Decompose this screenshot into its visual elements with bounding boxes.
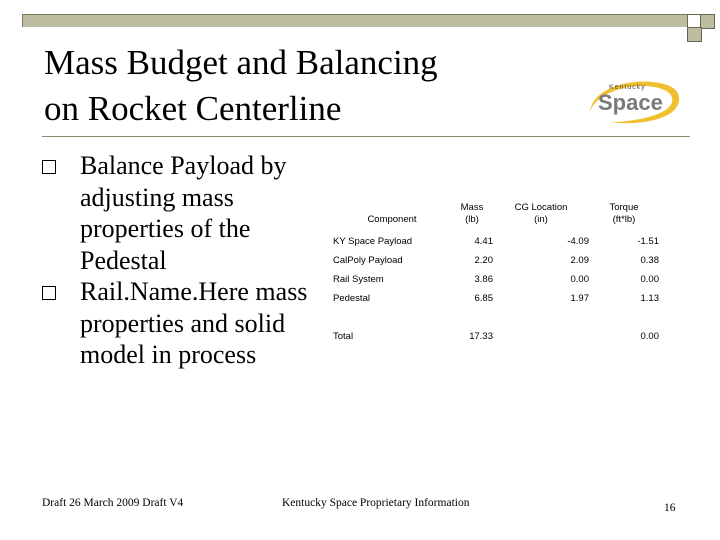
cell-mass: 3.86: [474, 274, 493, 285]
header-cg: [493, 202, 589, 232]
header-cg-line: CG Location: [514, 202, 568, 213]
table-header-row: [333, 202, 659, 232]
header-mass: [451, 202, 493, 232]
bullet-list: [42, 150, 327, 371]
cell-component: CalPoly Payload: [333, 255, 403, 266]
bullet-line: Rail.Name.Here mass: [80, 277, 308, 306]
cell-torque: 0.00: [640, 274, 659, 285]
bullet-line: model in process: [80, 340, 257, 369]
bullet-item: [42, 150, 327, 276]
corner-square-3: [687, 27, 702, 42]
bullet-text: [80, 276, 307, 371]
cell-mass: 2.20: [474, 255, 493, 266]
title-divider: [42, 136, 690, 137]
slide-title: [44, 40, 544, 132]
cell-torque: 1.13: [640, 293, 659, 304]
cell-total-cg: [493, 327, 589, 346]
cell-cg: 1.97: [570, 293, 589, 304]
table-total-row: [333, 327, 659, 346]
cell-torque: -1.51: [637, 236, 659, 247]
header-torque-unit: (ft*lb): [612, 214, 636, 225]
header-mass-line: Mass: [460, 202, 484, 213]
bullet-text: [80, 150, 287, 276]
table-spacer-row: [333, 308, 659, 327]
hollow-square-bullet-icon: [42, 286, 56, 300]
cell-mass: 6.85: [474, 293, 493, 304]
footer-proprietary-note: Kentucky Space Proprietary Information: [282, 497, 470, 509]
corner-square-2: [700, 14, 715, 29]
cell-component: KY Space Payload: [333, 236, 413, 247]
table-row: [333, 270, 659, 289]
header-cg-unit: (in): [534, 214, 548, 225]
top-decorative-bar: [22, 14, 688, 27]
table-row: [333, 232, 659, 251]
page-number: 16: [664, 502, 676, 514]
logo-main-text: Space: [598, 90, 663, 115]
table-row: [333, 289, 659, 308]
bullet-line: properties and solid: [80, 308, 286, 338]
mass-budget-table: [333, 202, 659, 346]
cell-cg: 0.00: [570, 274, 589, 285]
hollow-square-bullet-icon: [42, 160, 56, 174]
bullet-line: Pedestal: [80, 245, 167, 275]
bullet-line: Balance Payload by: [80, 151, 287, 180]
header-torque-line: Torque: [609, 202, 639, 213]
bullet-line: adjusting mass: [80, 182, 234, 212]
kentucky-space-logo: [572, 72, 684, 128]
cell-total-label: Total: [333, 331, 354, 342]
cell-component: Pedestal: [333, 293, 370, 304]
cell-total-torque: 0.00: [640, 331, 659, 342]
logo-top-text: Kentucky: [609, 84, 646, 91]
title-line-1: Mass Budget and Balancing: [44, 43, 438, 82]
footer-draft-note: Draft 26 March 2009 Draft V4: [42, 497, 184, 509]
cell-cg: 2.09: [570, 255, 589, 266]
cell-cg: -4.09: [567, 236, 589, 247]
bullet-item: [42, 276, 327, 371]
cell-component: Rail System: [333, 274, 384, 285]
header-mass-unit: (lb): [465, 214, 479, 225]
title-line-2: on Rocket Centerline: [44, 89, 342, 128]
cell-torque: 0.38: [640, 255, 659, 266]
cell-total-mass: 17.33: [469, 331, 493, 342]
cell-mass: 4.41: [474, 236, 493, 247]
bullet-line: properties of the: [80, 214, 251, 243]
header-component: Component: [367, 214, 417, 225]
table-row: [333, 251, 659, 270]
header-torque: [589, 202, 659, 232]
